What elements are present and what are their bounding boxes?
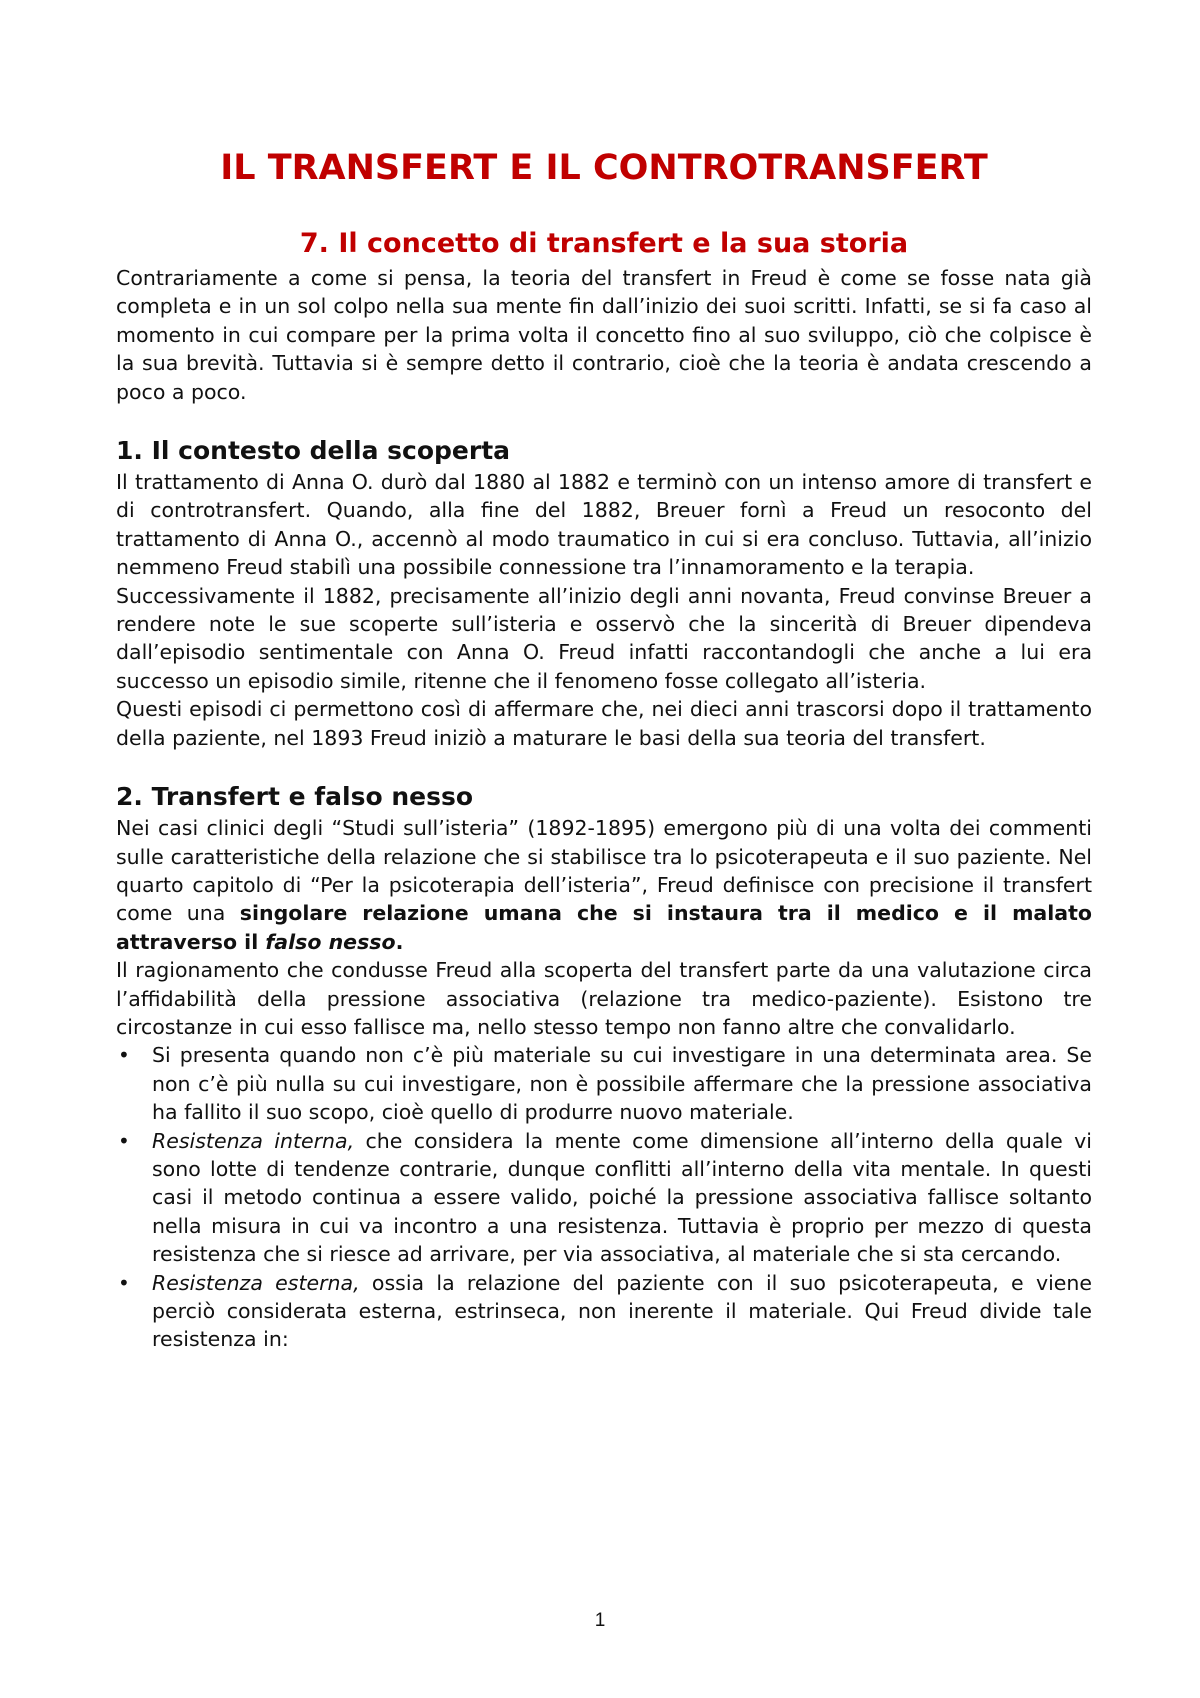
list-item-text: ossia la relazione del paziente con il suo psicoterapeuta, e viene perciò considerata esterna, estrinseca, non inerente il materiale. Qui Freud divide tale resistenza in: bbox=[152, 1270, 1092, 1352]
list-item bbox=[116, 1041, 1092, 1126]
section-2-heading: 2. Transfert e falso nesso bbox=[116, 782, 474, 812]
chapter-heading: 7. Il concetto di transfert e la sua storia bbox=[299, 228, 909, 259]
section-2-paragraph-2: Il ragionamento che condusse Freud alla scoperta del transfert parte da una valutazione circa l’affidabilità della pressione associativa (relazione tra medico-paziente). Esistono tre circostanze in cui esso fallisce ma, nello stesso tempo non fanno altre che convalidarlo. bbox=[116, 958, 1092, 1039]
list-item bbox=[116, 1127, 1092, 1269]
section-1-paragraph-2: Successivamente il 1882, precisamente all’inizio degli anni novanta, Freud convinse Breuer a rendere note le sue scoperte sull’isteria e osservò che la sincerità di Breuer dipendeva dall’episodio sentimentale con Anna O. Freud infatti raccontandogli che anche a lui era successo un episodio simile, ritenne che il fenomeno fosse collegato all’isteria. bbox=[116, 583, 1092, 693]
section-2-p1-text: Nei casi clinici degli “Studi sull’isteria” (1892-1895) emergono più di una volta dei commenti sulle caratteristiche della relazione che si stabilisce tra lo psicoterapeuta e il suo paziente. Nel quarto capitolo di “Per la psicoterapia dell’isteria”, Freud definisce con precisione il transfert come una bbox=[116, 816, 1092, 926]
section-2-p1-bold: singolare relazione umana che si instaura tra il medico e il malato attraverso il bbox=[116, 901, 1093, 954]
list-item-text: Si presenta quando non c’è più materiale su cui investigare in una determinata area. Se non c’è più nulla su cui investigare, non è possibile affermare che la pressione associativa ha fallito il suo scopo, cioè quello di produrre nuovo materiale. bbox=[152, 1043, 1092, 1125]
bullet-icon: • bbox=[118, 1043, 130, 1068]
document-title: IL TRANSFERT E IL CONTROTRANSFERT bbox=[220, 148, 988, 188]
bullet-list bbox=[116, 1041, 1092, 1353]
list-item-term: Resistenza interna, bbox=[152, 1128, 355, 1153]
page-number: 1 bbox=[594, 1610, 606, 1631]
list-item-term: Resistenza esterna, bbox=[152, 1270, 360, 1295]
section-2-p1-end: . bbox=[395, 929, 404, 954]
section-2-paragraph-1 bbox=[116, 814, 1092, 956]
section-1-paragraph-3: Questi episodi ci permettono così di affermare che, nei dieci anni trascorsi dopo il trattamento della paziente, nel 1893 Freud iniziò a maturare le basi della sua teoria del transfert. bbox=[116, 697, 1092, 750]
section-1-paragraph-1: Il trattamento di Anna O. durò dal 1880 al 1882 e terminò con un intenso amore di transfert e di controtransfert. Quando, alla fine del 1882, Breuer fornì a Freud un resoconto del trattamento di Anna O., accennò al modo traumatico in cui si era concluso. Tuttavia, all’inizio nemmeno Freud stabilì una possibile connessione tra l’innamoramento e la terapia. bbox=[116, 470, 1092, 580]
page-content bbox=[116, 140, 1092, 1354]
section-2-p1-bold-italic: falso nesso bbox=[265, 929, 396, 954]
list-item bbox=[116, 1269, 1092, 1354]
intro-paragraph: Contrariamente a come si pensa, la teoria del transfert in Freud è come se fosse nata già completa e in un sol colpo nella sua mente fin dall’inizio dei suoi scritti. Infatti, se si fa caso al momento in cui compare per la prima volta il concetto fino al suo sviluppo, ciò che colpisce è la sua brevità. Tuttavia si è sempre detto il contrario, cioè che la teoria è andata crescendo a poco a poco. bbox=[116, 266, 1092, 404]
section-1-heading: 1. Il contesto della scoperta bbox=[116, 436, 511, 466]
bullet-icon: • bbox=[118, 1270, 130, 1295]
list-item-text: che considera la mente come dimensione all’interno della quale vi sono lotte di tendenze contrarie, dunque conflitti all’interno della vita mentale. In questi casi il metodo continua a essere valido, poiché la pressione associativa fallisce soltanto nella misura in cui va incontro a una resistenza. Tuttavia è proprio per mezzo di questa resistenza che si riesce ad arrivare, per via associativa, al materiale che si sta cercando. bbox=[152, 1128, 1093, 1267]
bullet-icon: • bbox=[118, 1128, 130, 1153]
